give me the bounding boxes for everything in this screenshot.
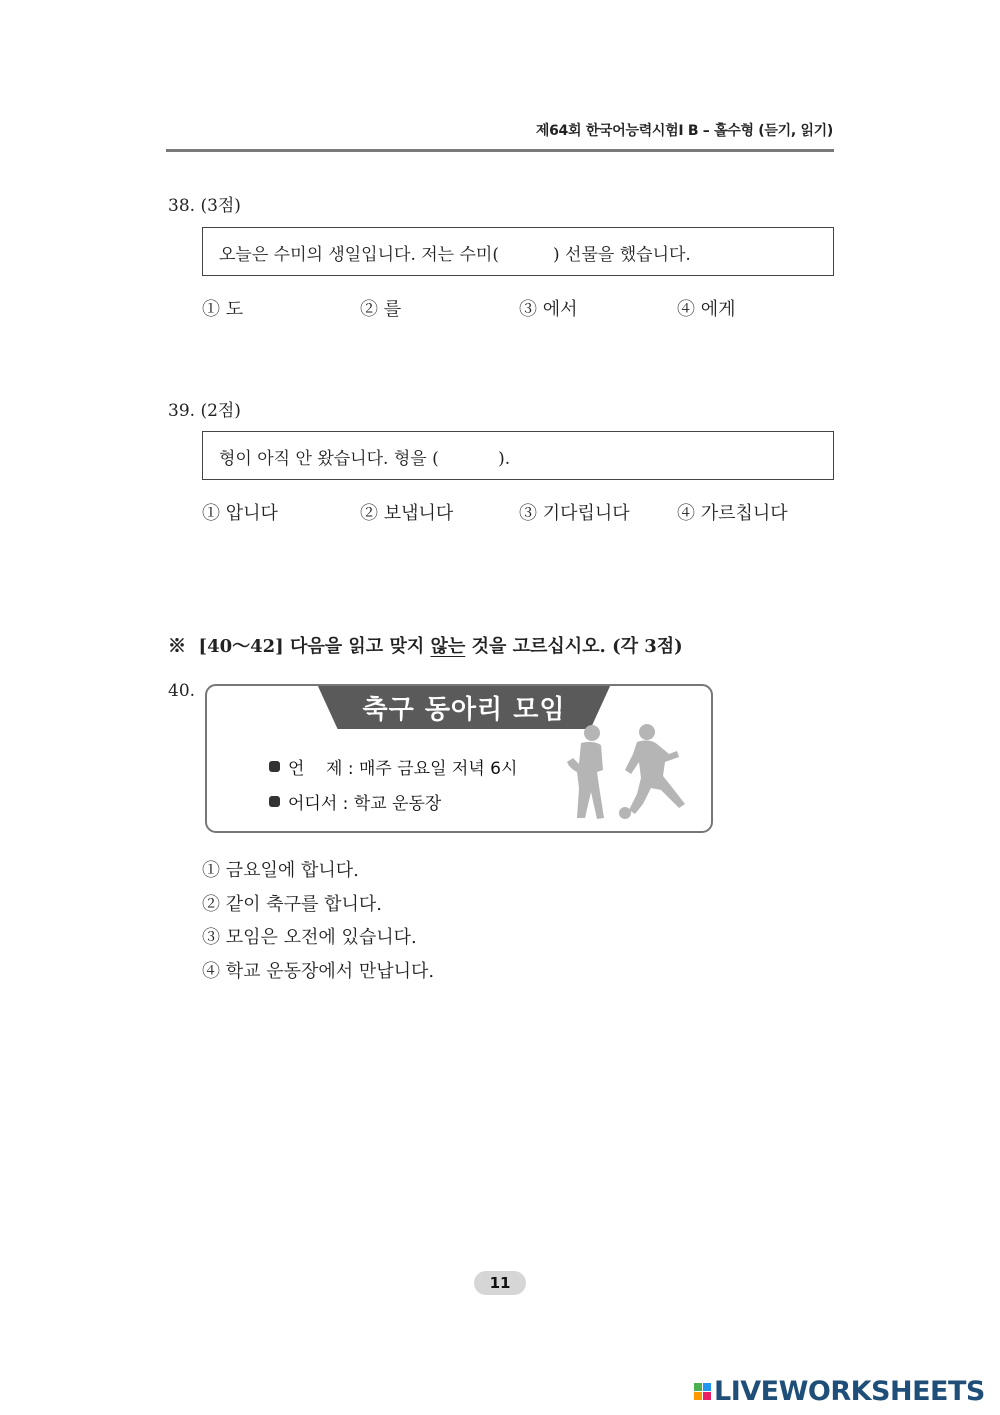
instruction-text-after: 것을 고르십시오. (각 3점)	[471, 636, 683, 657]
q40-option-2[interactable]: ② 같이 축구를 합니다.	[202, 893, 382, 915]
q38-option-1[interactable]: ① 도	[202, 299, 244, 320]
q39-option-1[interactable]: ① 압니다	[202, 503, 278, 524]
notice-when-line	[269, 754, 517, 779]
notice-box	[205, 684, 713, 833]
notice-title: 축구 동아리 모임	[362, 695, 566, 725]
reference-mark: ※	[168, 636, 186, 657]
watermark-text: LIVEWORKSHEETS	[714, 1376, 985, 1407]
bullet-icon	[269, 761, 280, 772]
q40-option-3[interactable]: ③ 모임은 오전에 있습니다.	[202, 927, 417, 948]
instruction-text-before: 다음을 읽고 맞지	[289, 636, 425, 657]
q38-option-4[interactable]: ④ 에게	[677, 299, 736, 320]
instruction-underlined: 않는	[430, 636, 466, 657]
q38-option-3[interactable]: ③ 에서	[519, 299, 578, 320]
q39-label: 39. (2점)	[168, 401, 241, 421]
q39-option-2[interactable]: ② 보냅니다	[360, 503, 454, 524]
header-rule	[166, 149, 834, 152]
q39-option-4[interactable]: ④ 가르칩니다	[677, 503, 788, 524]
watermark	[694, 1376, 985, 1407]
q38-label: 38. (3점)	[168, 196, 241, 216]
section-range: [40～42]	[198, 636, 284, 657]
header-title: 제64회 한국어능력시험Ⅰ B – 홀수형 (듣기, 읽기)	[535, 123, 833, 139]
q39-passage-box: 형이 아직 안 왔습니다. 형을 ( ).	[202, 431, 834, 480]
q40-option-4[interactable]: ④ 학교 운동장에서 만납니다.	[202, 960, 435, 982]
notice-where-line	[269, 789, 441, 814]
page-number-badge: 11	[474, 1271, 526, 1295]
notice-where: 어디서 : 학교 운동장	[288, 794, 442, 814]
q39-option-3[interactable]: ③ 기다립니다	[519, 503, 630, 524]
q40-options	[202, 856, 434, 990]
q38-option-2[interactable]: ② 를	[360, 299, 402, 320]
bullet-icon	[269, 796, 280, 807]
soccer-players-icon	[557, 724, 692, 824]
section-instruction	[168, 632, 683, 658]
liveworksheets-logo-icon	[694, 1383, 711, 1400]
notice-when: 언 제 : 매주 금요일 저녁 6시	[288, 759, 518, 779]
q40-label: 40.	[168, 681, 196, 701]
q38-passage-box: 오늘은 수미의 생일입니다. 저는 수미( ) 선물을 했습니다.	[202, 227, 834, 276]
q40-option-1[interactable]: ① 금요일에 합니다.	[202, 860, 359, 881]
